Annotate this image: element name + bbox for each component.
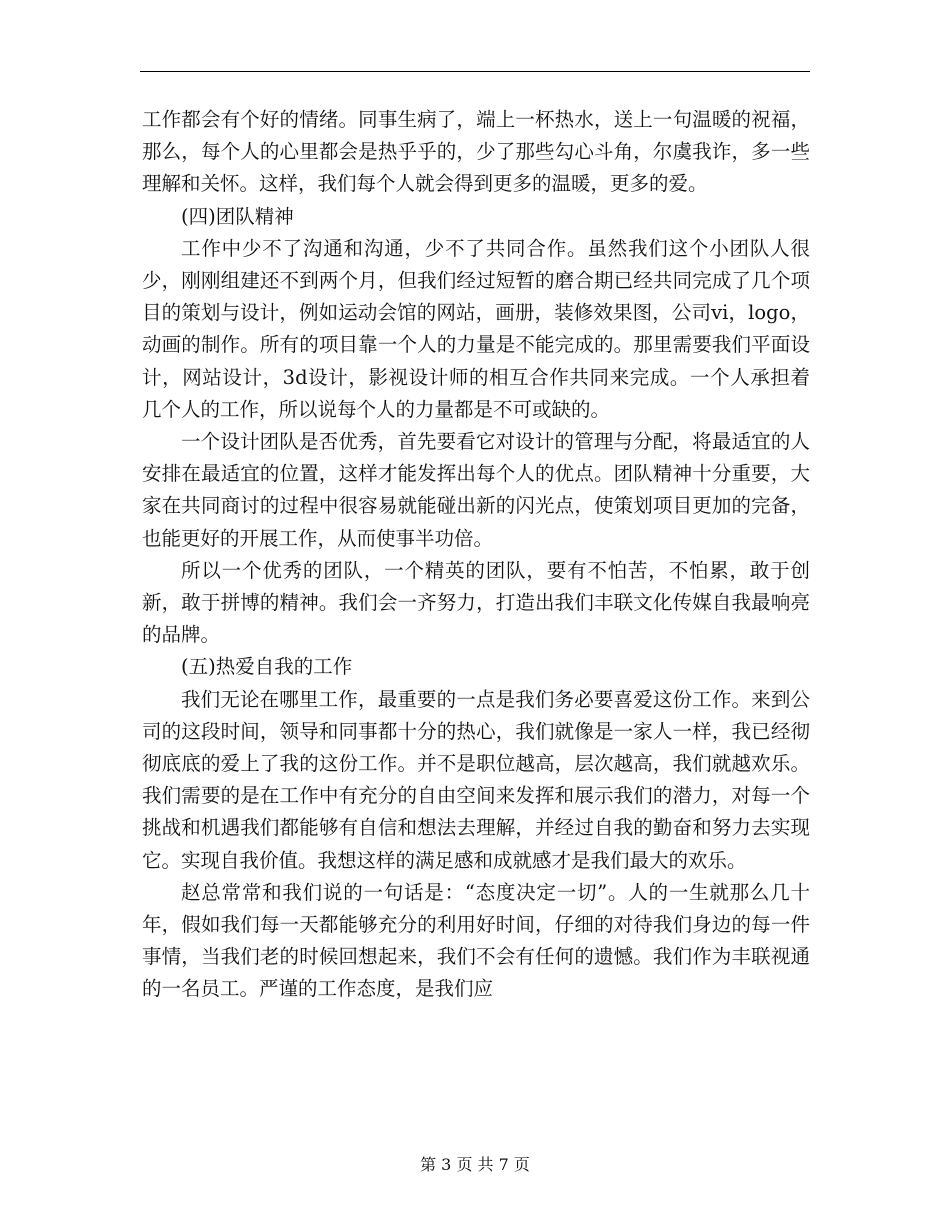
document-body xyxy=(142,104,810,1006)
paragraph: 所以一个优秀的团队，一个精英的团队，要有不怕苦，不怕累，敢于创新，敢于拼博的精神。我们会一齐努力，打造出我们丰联文化传媒自我最响亮的品牌。 xyxy=(142,558,810,647)
paragraph: 一个设计团队是否优秀，首先要看它对设计的管理与分配，将最适宜的人安排在最适宜的位置，这样才能发挥出每个人的优点。团队精神十分重要，大家在共同商讨的过程中很容易就能碰出新的闪光点，使策划项目更加的完备，也能更好的开展工作，从而使事半功倍。 xyxy=(142,430,810,550)
paragraph: 工作中少不了沟通和沟通，少不了共同合作。虽然我们这个小团队人很少，刚刚组建还不到两个月，但我们经过短暂的磨合期已经共同完成了几个项目的策划与设计，例如运动会馆的网站，画册，装修效果图，公司vi，logo，动画的制作。所有的项目靠一个人的力量是不能完成的。那里需要我们平面设计，网站设计，3d设计，影视设计师的相互合作共同来完成。一个人承担着几个人的工作，所以说每个人的力量都是不可或缺的。 xyxy=(142,236,810,421)
section-heading-love-work: (五)热爱自我的工作 xyxy=(181,655,353,679)
paragraph: 我们无论在哪里工作，最重要的一点是我们务必要喜爱这份工作。来到公司的这段时间，领导和同事都十分的热心，我们就像是一家人一样，我已经彻彻底底的爱上了我的这份工作。并不是职位越高，层次越高，我们就越欢乐。我们需要的是在工作中有充分的自由空间来发挥和展示我们的潜力，对每一个挑战和机遇我们都能够有自信和想法去理解，并经过自我的勤奋和努力去实现它。实现自我价值。我想这样的满足感和成就感才是我们最大的欢乐。 xyxy=(142,687,810,872)
paragraph: 赵总常常和我们说的一句话是：“态度决定一切”。人的一生就那么几十年，假如我们每一天都能够充分的利用好时间，仔细的对待我们身边的每一件事情，当我们老的时候回想起来，我们不会有任何的遗憾。我们作为丰联视通的一名员工。严谨的工作态度，是我们应 xyxy=(142,880,810,1001)
page-number-footer: 第 3 页 共 7 页 xyxy=(420,1155,530,1174)
section-heading-team-spirit: (四)团队精神 xyxy=(181,204,294,228)
paragraph: 工作都会有个好的情绪。同事生病了，端上一杯热水，送上一句温暖的祝福，那么，每个人的心里都会是热乎乎的，少了那些勾心斗角，尔虞我诈，多一些理解和关怀。这样，我们每个人就会得到更多的温暖，更多的爱。 xyxy=(142,108,810,196)
header-rule xyxy=(140,71,810,72)
